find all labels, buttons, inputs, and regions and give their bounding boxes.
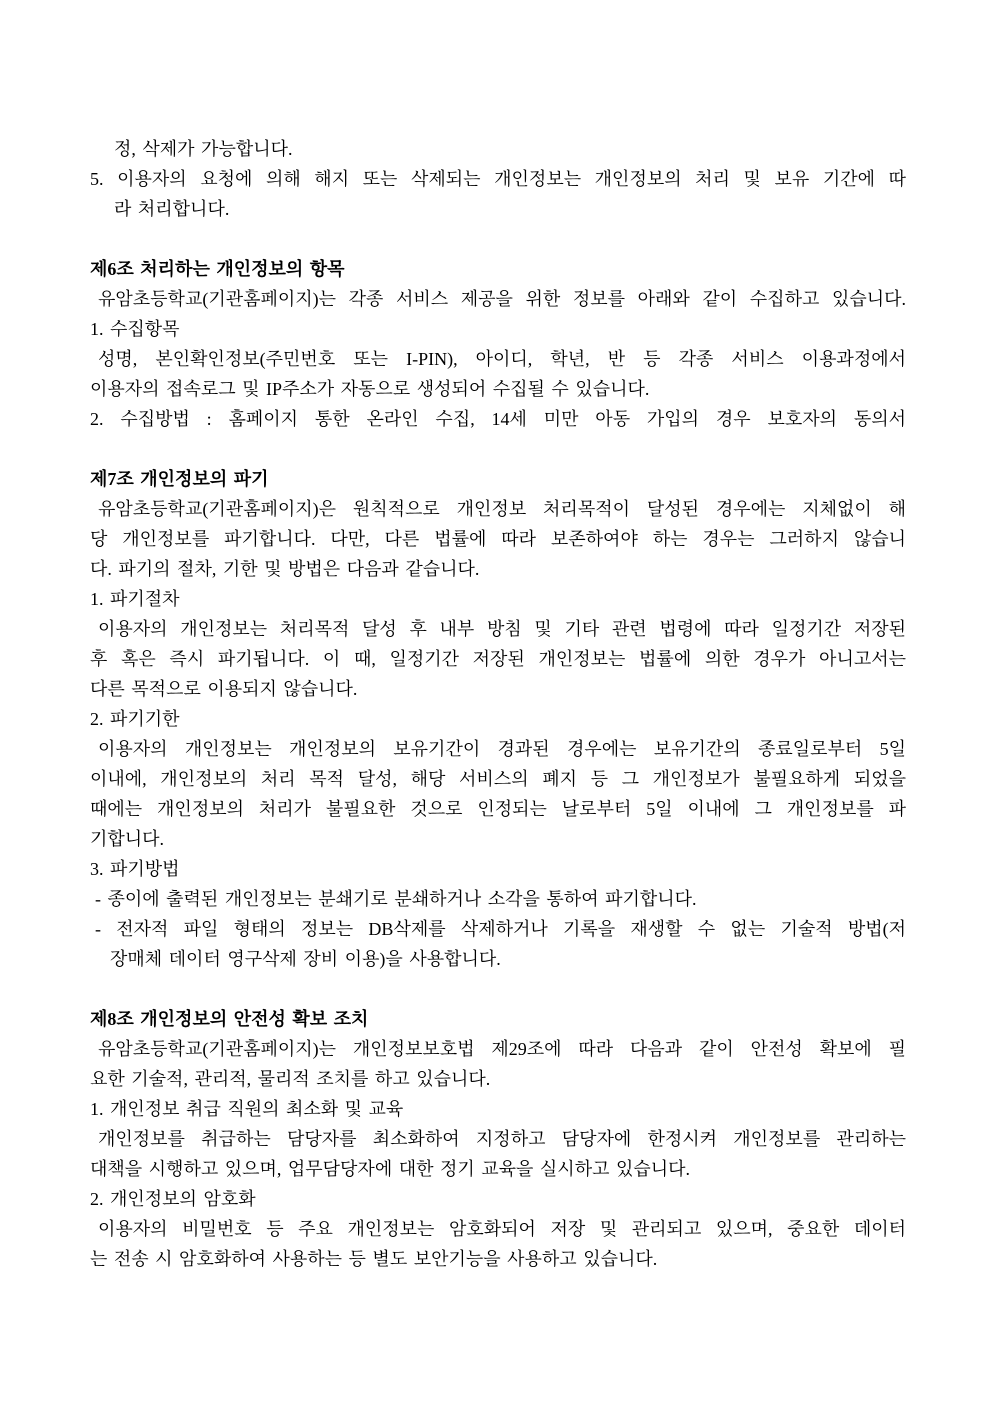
document-line: 당 개인정보를 파기합니다. 다만, 다른 법률에 따라 보존하여야 하는 경우는 그러하지 않습니 [90, 529, 906, 549]
document-line: 이용자의 개인정보는 개인정보의 보유기간이 경과된 경우에는 보유기간의 종료일로부터 5일 [98, 739, 906, 759]
document-line: 이내에, 개인정보의 처리 목적 달성, 해당 서비스의 폐지 등 그 개인정보가 불필요하게 되었을 [90, 769, 906, 789]
document-content [90, 134, 906, 1274]
document-line: 때에는 개인정보의 처리가 불필요한 것으로 인정되는 날로부터 5일 이내에 그 개인정보를 파 [90, 799, 906, 819]
document-line: 1. 파기절차 [90, 589, 180, 609]
section-gap [90, 434, 906, 464]
article-heading: 제6조 처리하는 개인정보의 항목 [90, 259, 345, 279]
document-line: 대책을 시행하고 있으며, 업무담당자에 대한 정기 교육을 실시하고 있습니다. [90, 1159, 691, 1179]
document-line: 2. 파기기한 [90, 709, 180, 729]
document-line: 유암초등학교(기관홈페이지)은 원칙적으로 개인정보 처리목적이 달성된 경우에는 지체없이 해 [98, 499, 906, 519]
document-line: - 종이에 출력된 개인정보는 분쇄기로 분쇄하거나 소각을 통하여 파기합니다. [95, 889, 697, 909]
document-line: 정, 삭제가 가능합니다. [114, 139, 293, 159]
document-line: 는 전송 시 암호화하여 사용하는 등 별도 보안기능을 사용하고 있습니다. [90, 1249, 658, 1269]
document-line: 이용자의 개인정보는 처리목적 달성 후 내부 방침 및 기타 관련 법령에 따라 일정기간 저장된 [98, 619, 906, 639]
document-line: 1. 개인정보 취급 직원의 최소화 및 교육 [90, 1099, 404, 1119]
document-line: 1. 수집항목 [90, 319, 180, 339]
section-gap [90, 224, 906, 254]
document-line: 기합니다. [90, 829, 165, 849]
document-line: 다. 파기의 절차, 기한 및 방법은 다음과 같습니다. [90, 559, 480, 579]
section-gap [90, 974, 906, 1004]
document-line: 유암초등학교(기관홈페이지)는 각종 서비스 제공을 위한 정보를 아래와 같이 수집하고 있습니다. [98, 289, 906, 309]
document-line: - 전자적 파일 형태의 정보는 DB삭제를 삭제하거나 기록을 재생할 수 없는 기술적 방법(저 [95, 919, 906, 939]
document-line: 5. 이용자의 요청에 의해 해지 또는 삭제되는 개인정보는 개인정보의 처리 및 보유 기간에 따 [90, 169, 906, 189]
document-line: 요한 기술적, 관리적, 물리적 조치를 하고 있습니다. [90, 1069, 491, 1089]
document-line: 성명, 본인확인정보(주민번호 또는 I-PIN), 아이디, 학년, 반 등 각종 서비스 이용과정에서 [98, 349, 906, 369]
document-line: 후 혹은 즉시 파기됩니다. 이 때, 일정기간 저장된 개인정보는 법률에 의한 경우가 아니고서는 [90, 649, 906, 669]
document-line: 이용자의 비밀번호 등 주요 개인정보는 암호화되어 저장 및 관리되고 있으며, 중요한 데이터 [98, 1219, 906, 1239]
article-heading: 제7조 개인정보의 파기 [90, 469, 269, 489]
document-line: 3. 파기방법 [90, 859, 180, 879]
document-line: 장매체 데이터 영구삭제 장비 이용)을 사용합니다. [110, 949, 501, 969]
document-line: 다른 목적으로 이용되지 않습니다. [90, 679, 358, 699]
document-line: 라 처리합니다. [114, 199, 230, 219]
document-line: 2. 개인정보의 암호화 [90, 1189, 256, 1209]
document-line: 개인정보를 취급하는 담당자를 최소화하여 지정하고 담당자에 한정시켜 개인정보를 관리하는 [98, 1129, 906, 1149]
article-heading: 제8조 개인정보의 안전성 확보 조치 [90, 1009, 369, 1029]
document-line: 유암초등학교(기관홈페이지)는 개인정보보호법 제29조에 따라 다음과 같이 안전성 확보에 필 [98, 1039, 906, 1059]
document-line: 2. 수집방법 : 홈페이지 통한 온라인 수집, 14세 미만 아동 가입의 경우 보호자의 동의서 [90, 409, 906, 429]
document-line: 이용자의 접속로그 및 IP주소가 자동으로 생성되어 수집될 수 있습니다. [90, 379, 650, 399]
